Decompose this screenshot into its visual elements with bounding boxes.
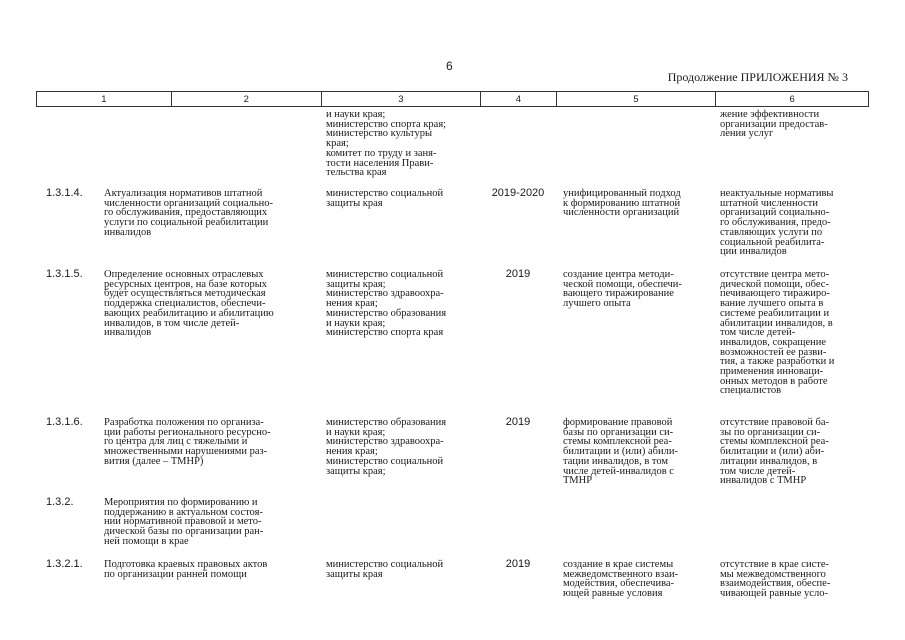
measure-cell [104,270,314,338]
cell-line: межведомственного взаи- [563,568,679,580]
cell-line: инвалидов, в том числе детей- [104,317,240,329]
cell-line: вития (далее – ТМНР) [104,455,204,467]
col-header-4: 4 [481,92,556,107]
page-number: 6 [446,59,453,73]
cell-line: билитации и (или) аби- [720,446,825,458]
cell-line: тации инвалидов, в том [563,455,669,467]
period-cell: 2019 [505,416,531,428]
cell-line: унифицированный подход [563,188,681,199]
cell-line: Подготовка краевых правовых актов [104,559,268,570]
cell-line: множественными нарушениями раз- [104,446,268,458]
cell-line: министерство спорта края; [326,118,447,130]
cell-line: числе детей-инвалидов с [563,465,674,477]
cell-line: министерство социальной [326,188,444,199]
cell-line: зы по организации си- [720,426,821,438]
cell-line: дической базы по организации ран- [104,526,264,538]
row-number: 1.3.1.5. [46,268,83,280]
col-header-3: 3 [321,92,481,107]
cell-line: тости населения Прави- [326,157,434,169]
cell-line: отсутствие центра мето- [720,269,830,280]
cell-line: базы по организации си- [563,426,674,438]
cell-line: инвалидов [104,226,152,238]
cell-line: инвалидов [104,327,152,339]
cell-line: к формированию штатной [563,197,681,209]
cell-line: ресурсных центров, на базе которых [104,278,268,290]
period-cell: 2019 [505,268,531,280]
cell-line: Актуализация нормативов штатной [104,188,263,199]
cell-line: модействия, обеспечива- [563,578,675,590]
col-header-1: 1 [37,92,172,107]
cell-line: Разработка положения по организа- [104,417,264,428]
cell-line: ческой помощи, обеспечи- [563,278,682,290]
cell-line: стемы комплексной реа- [720,436,829,448]
cell-line: Мероприятия по формированию и [104,497,258,508]
row-number: 1.3.2.1. [46,558,83,570]
period-cell: 2019-2020 [491,187,545,199]
col-header-6: 6 [716,92,869,107]
cell-line: министерство спорта края [326,327,444,339]
cell-line: литации инвалидов, в [720,455,818,467]
cell-line: защиты края; [326,465,386,477]
cell-line: отсутствие в крае систе- [720,559,829,570]
col-header-5: 5 [556,92,716,107]
cell-line: нения края; [326,446,378,458]
cell-line: социальной реабилита- [720,236,825,248]
cell-line: министерство социальной [326,269,444,280]
cell-line: поддержанию в актуальном состоя- [104,506,263,518]
row-number: 1.3.2. [46,496,74,508]
cell-line: и науки края; [326,317,386,329]
row-number: 1.3.1.6. [46,416,83,428]
cell-line: печивающего тиражиро- [720,288,830,300]
cell-line: ления услуг [720,128,774,140]
cell-line: инвалидов с ТМНР [720,475,807,487]
cell-line: услуги по социальной реабилитации [104,217,269,229]
cell-line: ции работы регионального ресурсно- [104,426,271,438]
cell-line: лучшего опыта [563,298,631,310]
measure-cell [104,189,314,238]
risk-cell [720,270,868,396]
cell-line: том числе детей- [720,327,796,339]
cell-line: онных методов в работе [720,375,828,387]
measure-cell [104,560,314,579]
risk-cell [720,418,868,486]
cell-line: министерство здравоохра- [326,288,444,300]
cell-line: министерство образования [326,307,447,319]
measure-cell [104,498,314,547]
column-number-header [36,91,869,107]
cell-line: инвалидов, сокращение [720,336,827,348]
executors-cell [326,418,476,476]
cell-line: тельства края [326,167,387,179]
result-cell [563,189,713,218]
cell-line: защиты края [326,197,383,209]
cell-line: края; [326,138,349,150]
result-cell [563,270,713,309]
cell-line: ней помощи в крае [104,535,189,547]
continuation-label: Продолжение ПРИЛОЖЕНИЯ № 3 [667,70,848,84]
cell-line: взаимодействия, обеспе- [720,578,831,590]
cell-line: организаций социально- [720,207,830,219]
cell-line: Определение основных отраслевых [104,269,264,280]
cell-line: билитации и (или) абили- [563,446,678,458]
cell-line: вание лучшего опыта в [720,298,824,310]
executors-cell [326,110,476,178]
executors-cell [326,560,476,579]
cell-line: возможностей ее разви- [720,346,827,358]
measure-cell [104,418,314,467]
cell-line: том числе детей- [720,465,796,477]
cell-line: ТМНР [563,475,593,487]
cell-line: ции инвалидов [720,246,787,258]
cell-line: будет осуществляться методическая [104,288,266,300]
cell-line: применения инноваци- [720,366,824,378]
cell-line: го обслуживания, предоставляющих [104,207,268,219]
cell-line: вающего тиражирование [563,288,674,300]
cell-line: ставляющих услуги по [720,226,823,238]
row-number: 1.3.1.4. [46,187,83,199]
cell-line: поддержка специалистов, обеспечи- [104,298,266,310]
cell-line: жение эффективности [720,109,820,120]
cell-line: министерство культуры [326,128,433,140]
result-cell [563,560,713,599]
col-header-2: 2 [171,92,321,107]
cell-line: го обслуживания, предо- [720,217,831,229]
cell-line: нения края; [326,298,378,310]
cell-line: отсутствие правовой ба- [720,417,829,428]
cell-line: специалистов [720,385,782,397]
cell-line: и науки края; [326,426,386,438]
cell-line: министерство здравоохра- [326,436,444,448]
cell-line: численности организаций [563,207,680,219]
cell-line: системе реабилитации и [720,307,830,319]
risk-cell [720,189,868,257]
cell-line: формирование правовой [563,417,673,428]
cell-line: по организации ранней помощи [104,568,247,580]
period-cell: 2019 [505,558,531,570]
cell-line: создание центра методи- [563,269,674,280]
cell-line: министерство социальной [326,455,444,467]
cell-line: численности организаций социально- [104,197,273,209]
cell-line: вающих реабилитацию и абилитацию [104,307,274,319]
cell-line: абилитации инвалидов, в [720,317,833,329]
risk-cell [720,110,868,139]
cell-line: министерство образования [326,417,447,428]
cell-line: неактуальные нормативы [720,188,834,199]
cell-line: го центра для лиц с тяжелыми и [104,436,248,448]
cell-line: дической помощи, обес- [720,278,829,290]
cell-line: ющей равные условия [563,588,663,600]
cell-line: и науки края; [326,109,386,120]
executors-cell [326,189,476,208]
cell-line: нии нормативной правовой и мето- [104,516,262,528]
cell-line: стемы комплексной реа- [563,436,672,448]
result-cell [563,418,713,486]
cell-line: защиты края; [326,278,386,290]
cell-line: организации предостав- [720,118,828,130]
cell-line: комитет по труду и заня- [326,147,437,159]
risk-cell [720,560,868,599]
cell-line: чивающей равные усло- [720,588,828,600]
cell-line: создание в крае системы [563,559,674,570]
cell-line: защиты края [326,568,383,580]
cell-line: тия, а также разработки и [720,356,835,368]
cell-line: министерство социальной [326,559,444,570]
cell-line: штатной численности [720,197,818,209]
executors-cell [326,270,476,338]
cell-line: мы межведомственного [720,568,826,580]
